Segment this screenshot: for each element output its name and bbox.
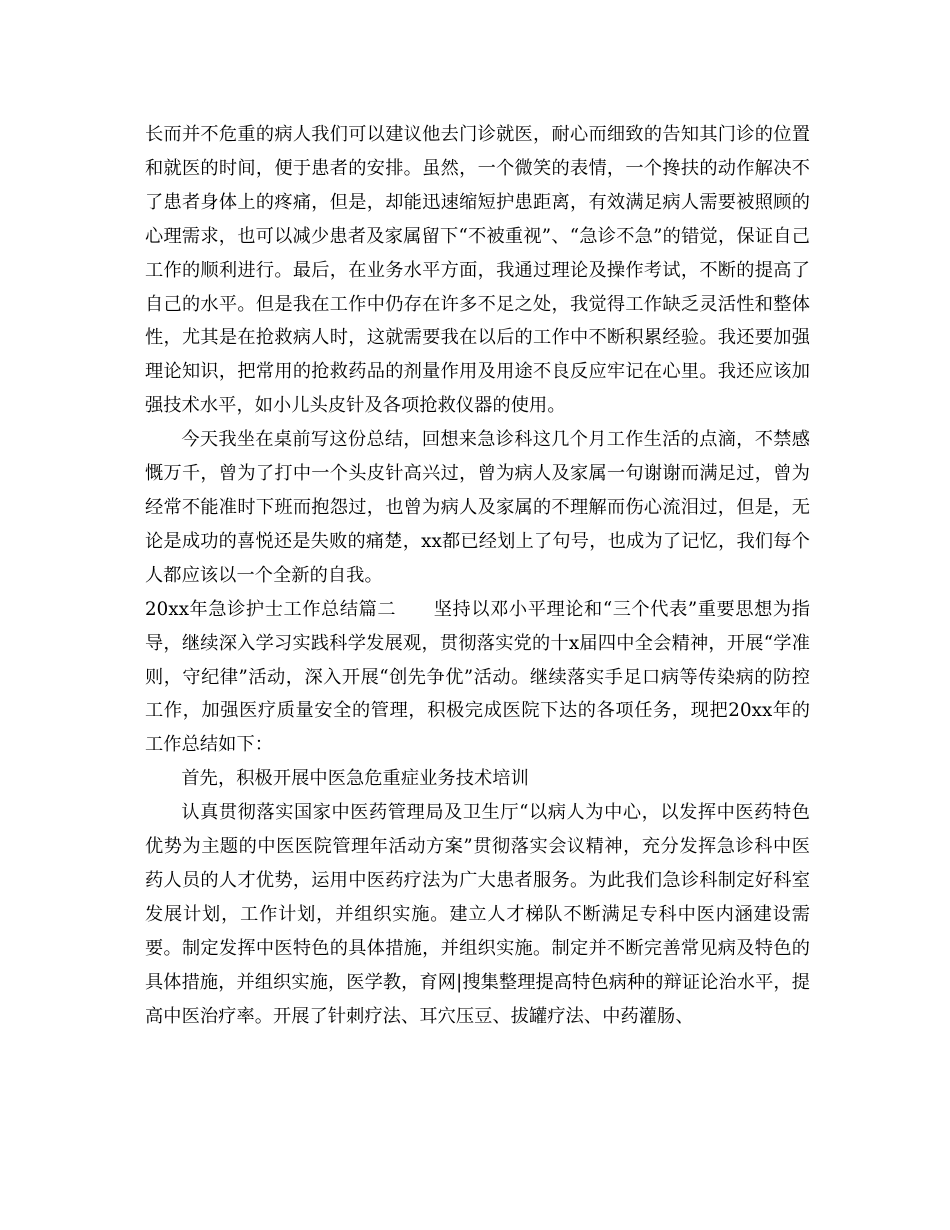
paragraph-tcm-training: 认真贯彻落实国家中医药管理局及卫生厅“以病人为中心，以发挥中医药特色优势为主题的中医医院管理年活动方案”贯彻落实会议精神，充分发挥急诊科中医药人员的人才优势，运用中医药疗法为广大患者服务。为此我们急诊科制定好科室发展计划，工作计划，并组织实施。建立人才梯队不断满足专科中医内涵建设需要。制定发挥中医特色的具体措施，并组织实施。制定并不断完善常见病及特色的具体措施，并组织实施，医学教，育网|搜集整理提高特色病种的辩证论治水平，提高中医治疗率。开展了针刺疗法、耳穴压豆、拔罐疗法、中药灌肠、 bbox=[145, 802, 810, 1027]
paragraph-continuation: 长而并不危重的病人我们可以建议他去门诊就医，耐心而细致的告知其门诊的位置和就医的时间，便于患者的安排。虽然，一个微笑的表情，一个搀扶的动作解决不了患者身体上的疼痛，但是，却能迅速缩短护患距离，有效满足病人需要被照顾的心理需求，也可以减少患者及家属留下“不被重视”、“急诊不急”的错觉，保证自己工作的顺利进行。最后，在业务水平方面，我通过理论及操作考试，不断的提高了自己的水平。但是我在工作中仍存在许多不足之处，我觉得工作缺乏灵活性和整体性，尤其是在抢救病人时，这就需要我在以后的工作中不断积累经验。我还要加强理论知识，把常用的抢救药品的剂量作用及用途不良反应牢记在心里。我还应该加强技术水平，如小儿头皮针及各项抢救仪器的使用。 bbox=[145, 124, 810, 417]
paragraph-section-two-intro: 20xx年急诊护士工作总结篇二 坚持以邓小平理论和“三个代表”重要思想为指导，继续深入学习实践科学发展观，贯彻落实党的十x届四中全会精神，开展“学准则，守纪律”活动，深入开展“创先争优”活动。继续落实手足口病等传染病的防控工作，加强医疗质量安全的管理，积极完成医院下达的各项任务，现把20xx年的工作总结如下： bbox=[145, 598, 810, 756]
section-heading-first: 首先，积极开展中医急危重症业务技术培训 bbox=[181, 768, 529, 790]
paragraph-reflection: 今天我坐在桌前写这份总结，回想来急诊科这几个月工作生活的点滴，不禁感慨万千，曾为了打中一个头皮针高兴过，曾为病人及家属一句谢谢而满足过，曾为经常不能准时下班而抱怨过，也曾为病人及家属的不理解而伤心流泪过，但是，无论是成功的喜悦还是失败的痛楚，xx都已经划上了句号，也成为了记忆，我们每个人都应该以一个全新的自我。 bbox=[145, 429, 810, 586]
document-page bbox=[145, 118, 810, 1033]
